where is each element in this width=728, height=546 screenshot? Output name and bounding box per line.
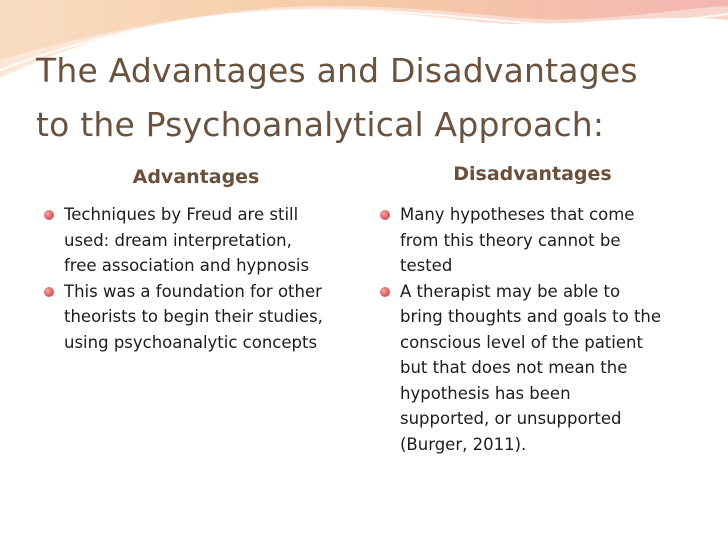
bullet-line: bring thoughts and goals to the bbox=[400, 307, 662, 326]
title-line-2: to the Psychoanalytical Approach: bbox=[36, 105, 605, 144]
bullet-line: tested bbox=[400, 256, 453, 275]
slide-title bbox=[36, 44, 716, 152]
bullet-line: Many hypotheses that come bbox=[400, 205, 635, 224]
advantage-item bbox=[44, 279, 364, 356]
bullet-line: hypothesis has been bbox=[400, 383, 571, 403]
bullet-line: This was a foundation for other bbox=[64, 281, 322, 301]
bullet-line: supported, or unsupported bbox=[400, 409, 622, 428]
bullet-line: but that does not mean the bbox=[400, 358, 628, 377]
bullet-line: using psychoanalytic concepts bbox=[64, 332, 318, 352]
advantage-item bbox=[44, 202, 364, 279]
bullet-line: A therapist may be able to bbox=[400, 281, 621, 301]
advantages-heading: Advantages bbox=[132, 166, 260, 188]
bullet-dot-icon bbox=[44, 210, 54, 220]
bullet-dot-icon bbox=[380, 210, 390, 220]
bullet-line: from this theory cannot be bbox=[400, 230, 621, 250]
bullet-line: (Burger, 2011). bbox=[400, 434, 527, 454]
bullet-line: conscious level of the patient bbox=[400, 332, 643, 352]
disadvantages-list bbox=[380, 202, 700, 457]
bullet-line: Techniques by Freud are still bbox=[64, 205, 299, 224]
title-line-1: The Advantages and Disadvantages bbox=[36, 51, 638, 90]
disadvantage-item bbox=[380, 279, 700, 458]
bullet-line: used: dream interpretation, bbox=[64, 230, 292, 250]
bullet-line: free association and hypnosis bbox=[64, 256, 310, 275]
bullet-line: theorists to begin their studies, bbox=[64, 307, 323, 326]
disadvantages-heading: Disadvantages bbox=[453, 163, 612, 185]
bullet-dot-icon bbox=[44, 287, 54, 297]
bullet-dot-icon bbox=[380, 287, 390, 297]
disadvantage-item bbox=[380, 202, 700, 279]
advantages-list bbox=[44, 202, 364, 355]
